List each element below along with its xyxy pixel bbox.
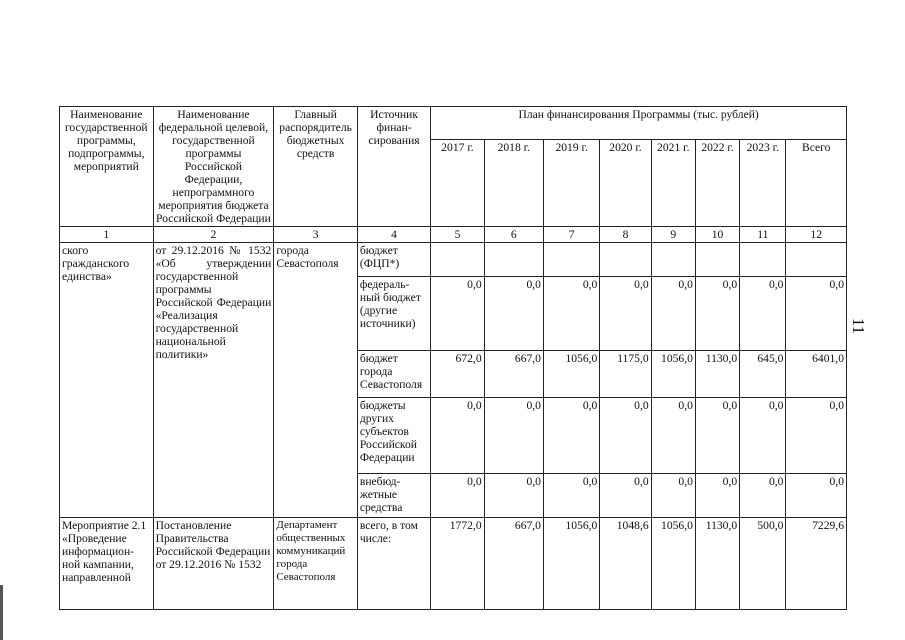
value-cell: 0,0 (786, 474, 847, 518)
federal-program-cell: от 29.12.2016 № 1532 «Об утверждении государственной программы Российской Федерации «Реализация государственной национальной политики» (153, 243, 274, 518)
source-cell: бюджеты других субъектов Российской Федерации (357, 398, 430, 474)
value-cell: 667,0 (484, 351, 543, 398)
value-cell: 0,0 (431, 398, 484, 474)
federal-program-cell: Постановление Правительства Российской Федерации от 29.12.2016 № 1532 (153, 518, 274, 610)
value-cell: 0,0 (695, 277, 739, 351)
value-cell: 1056,0 (543, 518, 599, 610)
value-cell: 7229,6 (786, 518, 847, 610)
value-cell (484, 243, 543, 277)
value-cell: 0,0 (740, 398, 786, 474)
header-total: Всего (786, 140, 847, 227)
value-cell: 0,0 (431, 474, 484, 518)
value-cell: 1130,0 (695, 518, 739, 610)
source-cell: бюджет (ФЦП*) (357, 243, 430, 277)
header-distributor: Главный распорядитель бюджетных средств (274, 107, 358, 227)
value-cell: 645,0 (740, 351, 786, 398)
value-cell: 0,0 (740, 474, 786, 518)
value-cell (695, 243, 739, 277)
value-cell (600, 243, 651, 277)
value-cell: 0,0 (600, 277, 651, 351)
column-number: 4 (357, 227, 430, 243)
value-cell: 0,0 (543, 398, 599, 474)
header-year: 2021 г. (651, 140, 695, 227)
column-number: 5 (431, 227, 484, 243)
value-cell: 0,0 (786, 398, 847, 474)
activity-name-cell: Мероприятие 2.1 «Проведение информацион-ной кампании, направленной (60, 518, 154, 610)
source-cell: бюджет города Севастополя (357, 351, 430, 398)
value-cell: 0,0 (543, 474, 599, 518)
value-cell: 667,0 (484, 518, 543, 610)
header-year: 2022 г. (695, 140, 739, 227)
column-number: 2 (153, 227, 274, 243)
value-cell: 0,0 (786, 277, 847, 351)
column-number: 7 (543, 227, 599, 243)
header-plan: План финансирования Программы (тыс. рублей) (431, 107, 847, 140)
header-year: 2018 г. (484, 140, 543, 227)
column-number: 12 (786, 227, 847, 243)
value-cell: 0,0 (484, 398, 543, 474)
distributor-cell: города Севастополя (274, 243, 358, 518)
value-cell: 6401,0 (786, 351, 847, 398)
source-cell: федераль-ный бюджет (другие источники) (357, 277, 430, 351)
value-cell (786, 243, 847, 277)
value-cell (651, 243, 695, 277)
page-number: 11 (849, 317, 869, 335)
value-cell: 0,0 (651, 398, 695, 474)
value-cell: 500,0 (740, 518, 786, 610)
column-number: 10 (695, 227, 739, 243)
header-year: 2017 г. (431, 140, 484, 227)
column-number: 1 (60, 227, 154, 243)
value-cell: 1048,6 (600, 518, 651, 610)
value-cell: 0,0 (543, 277, 599, 351)
header-source: Источник финан-сирования (357, 107, 430, 227)
value-cell: 0,0 (484, 277, 543, 351)
value-cell (740, 243, 786, 277)
value-cell: 0,0 (431, 277, 484, 351)
value-cell: 1772,0 (431, 518, 484, 610)
value-cell: 0,0 (695, 398, 739, 474)
scan-edge-mark (0, 585, 3, 640)
column-number: 9 (651, 227, 695, 243)
column-number: 3 (274, 227, 358, 243)
column-number: 11 (740, 227, 786, 243)
value-cell: 0,0 (651, 474, 695, 518)
value-cell: 1056,0 (651, 351, 695, 398)
header-federal-program: Наименование федеральной целевой, государственной программы Российской Федерации, непрограммного мероприятия бюджета Российской Федерации (153, 107, 274, 227)
value-cell (543, 243, 599, 277)
source-cell: внебюд-жетные средства (357, 474, 430, 518)
source-cell: всего, в том числе: (357, 518, 430, 610)
distributor-cell: Департамент общественных коммуникаций города Севастополя (274, 518, 358, 610)
header-year: 2020 г. (600, 140, 651, 227)
value-cell: 0,0 (484, 474, 543, 518)
value-cell: 0,0 (695, 474, 739, 518)
value-cell: 1130,0 (695, 351, 739, 398)
value-cell: 1056,0 (651, 518, 695, 610)
value-cell: 0,0 (600, 474, 651, 518)
column-number: 8 (600, 227, 651, 243)
value-cell (431, 243, 484, 277)
header-year: 2019 г. (543, 140, 599, 227)
column-number: 6 (484, 227, 543, 243)
value-cell: 1056,0 (543, 351, 599, 398)
value-cell: 0,0 (600, 398, 651, 474)
header-year: 2023 г. (740, 140, 786, 227)
financing-table (59, 106, 847, 610)
value-cell: 0,0 (651, 277, 695, 351)
value-cell: 0,0 (740, 277, 786, 351)
header-program-name: Наименование государственной программы, подпрограммы, мероприятий (60, 107, 154, 227)
value-cell: 1175,0 (600, 351, 651, 398)
value-cell: 672,0 (431, 351, 484, 398)
program-name-cell: ского гражданского единства» (60, 243, 154, 518)
